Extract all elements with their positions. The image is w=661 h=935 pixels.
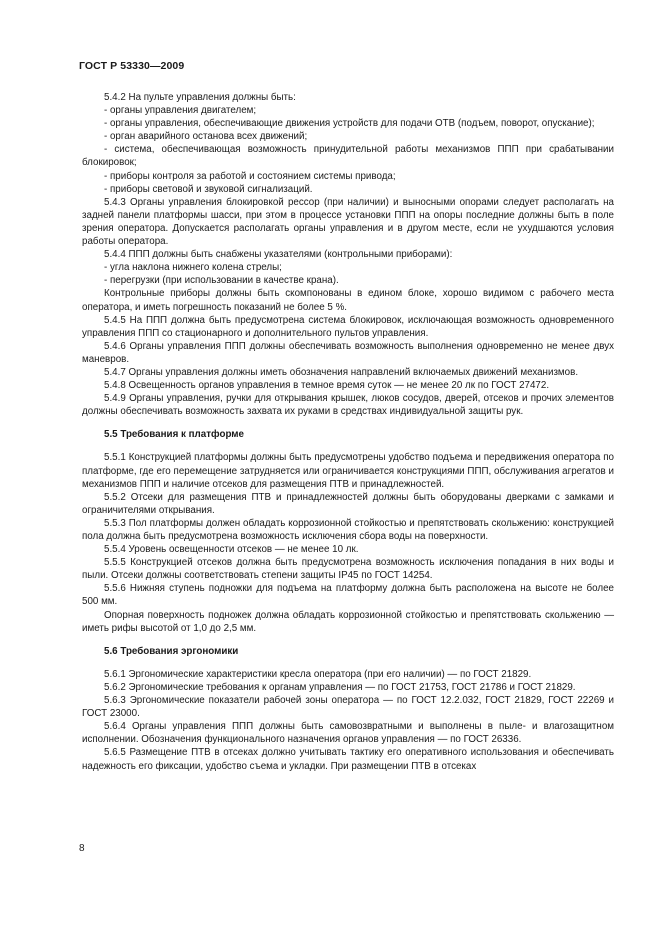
document-header: ГОСТ Р 53330—2009 [79, 60, 185, 72]
paragraph: 5.4.9 Органы управления, ручки для открывания крышек, люков сосудов, дверей, отсеков и прочих элементов должны обеспечивать возможность захвата их руками в средствах индивидуальной защиты рук. [82, 393, 614, 418]
paragraph: 5.5.6 Нижняя ступень подножки для подъема на платформу должна быть расположена на высоте не более 500 мм. [82, 583, 614, 608]
paragraph: Опорная поверхность подножек должна обладать коррозионной стойкостью и препятствовать скольжению — иметь рифы высотой от 1,0 до 2,5 мм. [82, 609, 614, 634]
paragraph: 5.4.3 Органы управления блокировкой рессор (при наличии) и выносными опорами следует располагать на задней панели платформы шасси, при этом в процессе установки ППП на опоры последние должны быть в поле зрения оператора. Допускается располагать органы управления и в другом месте, если не ухудшаются условия работы оператора. [82, 196, 614, 248]
paragraph: 5.5.1 Конструкцией платформы должны быть предусмотрены удобство подъема и передвижения оператора по платформе, где его перемещение затрудняется или ограничивается конструкциями ППП, обслуживания агрегатов и механизмов ППП и наличие отсеков для размещения ПТВ и принадлежностей. [82, 452, 614, 490]
paragraph: 5.5.5 Конструкцией отсеков должна быть предусмотрена возможность исключения попадания в них воды и пыли. Отсеки должны соответствовать степени защиты IP45 по ГОСТ 14254. [82, 557, 614, 582]
paragraph: 5.4.6 Органы управления ППП должны обеспечивать возможность выполнения одновременно не менее двух маневров. [82, 340, 614, 365]
paragraph: - система, обеспечивающая возможность принудительной работы механизмов ППП при срабатывании блокировок; [82, 144, 614, 169]
paragraph: - приборы световой и звуковой сигнализаций. [104, 183, 313, 195]
paragraph: 5.6.5 Размещение ПТВ в отсеках должно учитывать тактику его оперативного использования и обеспечивать надежность его фиксации, удобство съема и укладки. При размещении ПТВ в отсеках [82, 747, 614, 772]
paragraph: - органы управления двигателем; [104, 105, 257, 117]
paragraph: 5.4.5 На ППП должна быть предусмотрена система блокировок, исключающая возможность одновременного управления ППП со стационарного и дополнительного пультов управления. [82, 314, 614, 339]
paragraph: 5.5.3 Пол платформы должен обладать коррозионной стойкостью и препятствовать скольжению: конструкцией пола должна быть предусмотрена возможность исключения сбора воды на поверхности. [82, 517, 614, 542]
paragraph: 5.4.7 Органы управления должны иметь обозначения направлений включаемых движений механизмов. [104, 366, 579, 378]
paragraph: Контрольные приборы должны быть скомпонованы в едином блоке, хорошо видимом с рабочего места оператора, и иметь погрешность показаний не более 5 %. [82, 288, 614, 313]
page-number: 8 [79, 843, 85, 854]
paragraph: 5.6.2 Эргономические требования к органам управления — по ГОСТ 21753, ГОСТ 21786 и ГОСТ 21829. [104, 681, 576, 693]
section-heading: 5.6 Требования эргономики [104, 645, 239, 657]
paragraph: 5.5.2 Отсеки для размещения ПТВ и принадлежностей должны быть оборудованы дверками с замками и ограничителями открывания. [82, 491, 614, 516]
paragraph: - угла наклона нижнего колена стрелы; [104, 262, 282, 274]
paragraph: 5.6.4 Органы управления ППП должны быть самовозвратными и выполнены в пыле- и влагозащитном исполнении. Обозначения функционального назначения органов управления — по ГОСТ 26336. [82, 721, 614, 746]
paragraph: 5.4.4 ППП должны быть снабжены указателями (контрольными приборами): [104, 249, 453, 261]
paragraph: - органы управления, обеспечивающие движения устройств для подачи ОТВ (подъем, поворот, опускание); [104, 118, 595, 130]
paragraph: - перегрузки (при использовании в качестве крана). [104, 275, 339, 287]
paragraph: - орган аварийного останова всех движений; [104, 131, 308, 143]
paragraph: 5.4.2 На пульте управления должны быть: [104, 92, 296, 103]
paragraph: 5.4.8 Освещенность органов управления в темное время суток — не менее 20 лк по ГОСТ 27472. [104, 380, 550, 392]
paragraph: 5.5.4 Уровень освещенности отсеков — не менее 10 лк. [104, 544, 359, 556]
paragraph: 5.6.1 Эргономические характеристики кресла оператора (при его наличии) — по ГОСТ 21829. [104, 668, 532, 680]
document-body [82, 91, 614, 773]
paragraph: 5.6.3 Эргономические показатели рабочей зоны оператора — по ГОСТ 12.2.032, ГОСТ 21829, ГОСТ 22269 и ГОСТ 23000. [82, 695, 614, 720]
paragraph: - приборы контроля за работой и состоянием системы привода; [104, 170, 396, 182]
section-heading: 5.5 Требования к платформе [104, 429, 245, 441]
